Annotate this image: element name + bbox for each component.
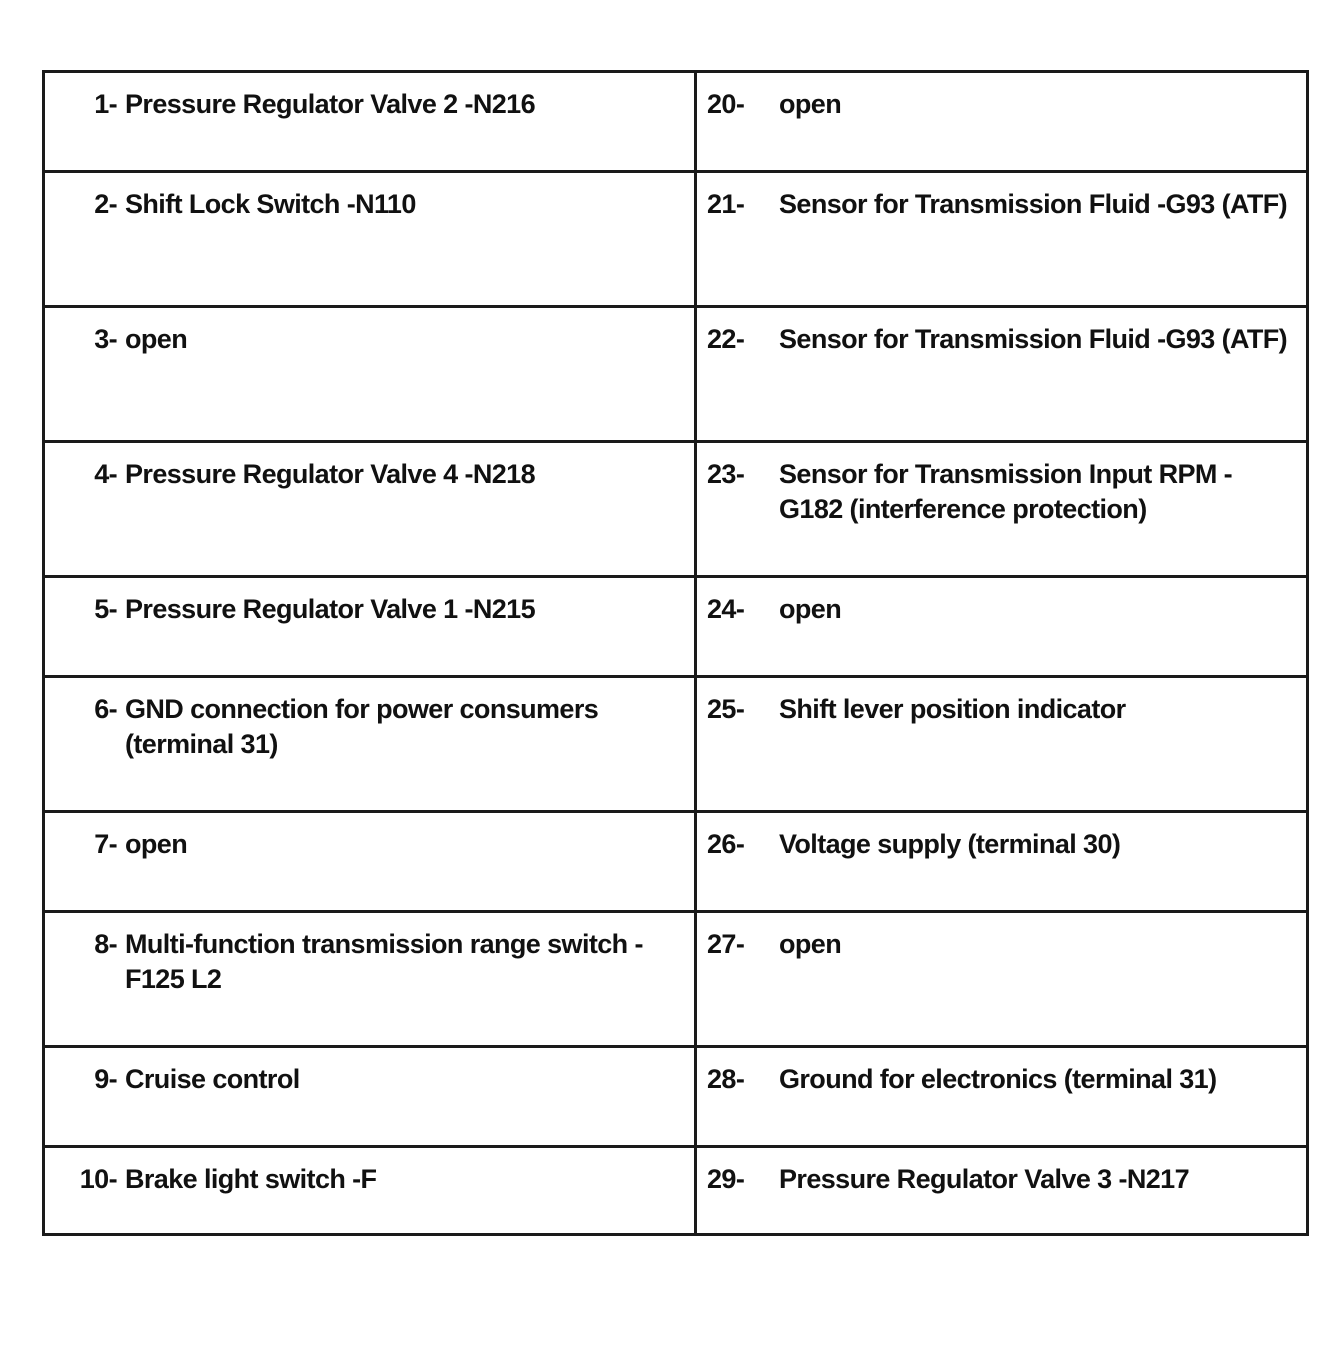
- pin-description: Voltage supply (terminal 30): [779, 829, 1121, 859]
- pin-number: 3-: [94, 324, 117, 354]
- pin-description: Cruise control: [125, 1064, 300, 1094]
- left-cell: [44, 442, 696, 577]
- pin-description: Pressure Regulator Valve 2 -N216: [125, 89, 536, 119]
- right-cell: [696, 677, 1308, 812]
- right-cell: [696, 72, 1308, 172]
- pin-description: Brake light switch -F: [125, 1164, 377, 1194]
- pin-number: 22-: [707, 324, 745, 354]
- pin-description: Pressure Regulator Valve 3 -N217: [779, 1164, 1190, 1194]
- table-row: [44, 677, 1308, 812]
- right-cell: [696, 577, 1308, 677]
- table-row: [44, 172, 1308, 307]
- left-cell: [44, 1047, 696, 1147]
- pin-number: 8-: [94, 929, 117, 959]
- pin-description: Sensor for Transmission Input RPM - G182 (interference protection): [779, 459, 1233, 524]
- table-row: [44, 442, 1308, 577]
- pin-number: 26-: [707, 829, 745, 859]
- pin-number: 5-: [94, 594, 117, 624]
- right-cell: [696, 812, 1308, 912]
- pin-description: open: [779, 89, 842, 119]
- pin-description: GND connection for power consumers (terminal 31): [125, 694, 599, 759]
- pin-number: 28-: [707, 1064, 745, 1094]
- table-row: [44, 812, 1308, 912]
- right-cell: [696, 442, 1308, 577]
- pin-number: 1-: [94, 89, 117, 119]
- pin-number: 2-: [94, 189, 117, 219]
- left-cell: [44, 172, 696, 307]
- table-row: [44, 577, 1308, 677]
- left-cell: [44, 812, 696, 912]
- pin-description: open: [125, 829, 188, 859]
- pin-description: Pressure Regulator Valve 1 -N215: [125, 594, 536, 624]
- pin-description: Sensor for Transmission Fluid -G93 (ATF): [779, 189, 1288, 219]
- pin-number: 4-: [94, 459, 117, 489]
- pin-assignment-table: [42, 70, 1309, 1236]
- left-cell: [44, 72, 696, 172]
- pin-description: Shift Lock Switch -N110: [125, 189, 416, 219]
- pin-description: Pressure Regulator Valve 4 -N218: [125, 459, 536, 489]
- right-cell: [696, 172, 1308, 307]
- pin-description: open: [125, 324, 188, 354]
- left-cell: [44, 307, 696, 442]
- left-cell: [44, 577, 696, 677]
- pin-number: 25-: [707, 694, 745, 724]
- left-cell: [44, 1147, 696, 1235]
- table-row: [44, 1047, 1308, 1147]
- pin-description: open: [779, 594, 842, 624]
- pin-description: Shift lever position indicator: [779, 694, 1126, 724]
- pin-number: 24-: [707, 594, 745, 624]
- pin-number: 9-: [94, 1064, 117, 1094]
- table-row: [44, 1147, 1308, 1235]
- table-row: [44, 912, 1308, 1047]
- pin-description: open: [779, 929, 842, 959]
- pin-description: Sensor for Transmission Fluid -G93 (ATF): [779, 324, 1288, 354]
- pin-description: Multi-function transmission range switch - F125 L2: [125, 929, 643, 994]
- table-row: [44, 72, 1308, 172]
- table-row: [44, 307, 1308, 442]
- right-cell: [696, 307, 1308, 442]
- pin-number: 23-: [707, 459, 745, 489]
- pin-number: 21-: [707, 189, 745, 219]
- pin-number: 10-: [79, 1164, 117, 1194]
- right-cell: [696, 1147, 1308, 1235]
- pin-number: 29-: [707, 1164, 745, 1194]
- pin-number: 20-: [707, 89, 745, 119]
- right-cell: [696, 912, 1308, 1047]
- pin-description: Ground for electronics (terminal 31): [779, 1064, 1217, 1094]
- pin-number: 27-: [707, 929, 745, 959]
- pin-number: 6-: [94, 694, 117, 724]
- left-cell: [44, 677, 696, 812]
- left-cell: [44, 912, 696, 1047]
- pin-number: 7-: [94, 829, 117, 859]
- right-cell: [696, 1047, 1308, 1147]
